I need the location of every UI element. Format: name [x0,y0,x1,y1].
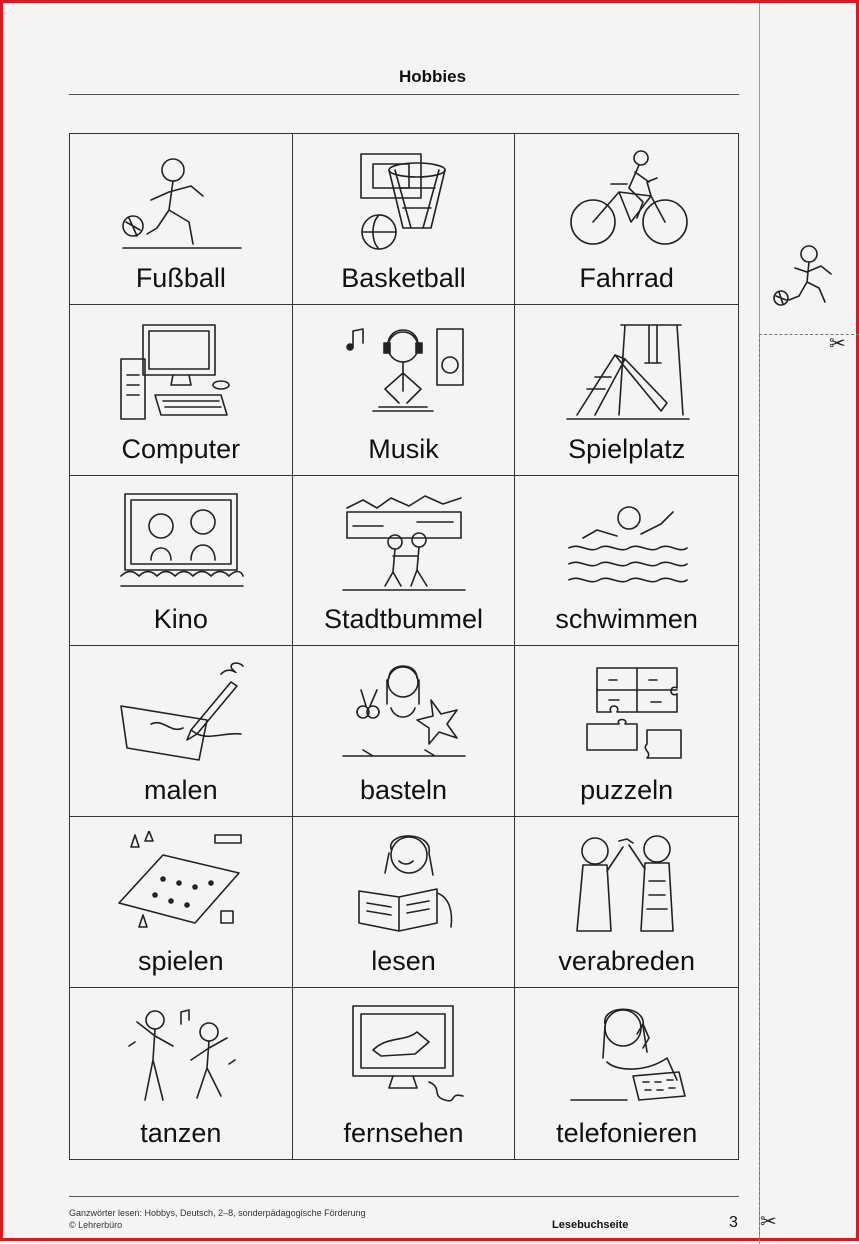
hobby-word: lesen [371,946,436,977]
hobby-card [70,476,293,647]
hobby-word: tanzen [140,1117,222,1148]
playground-icon [557,319,697,427]
telephone-icon [557,1002,697,1110]
crafting-icon [333,660,473,768]
hobby-card [515,305,738,476]
hobby-word: Musik [368,433,439,464]
soccer-icon [111,148,251,256]
hobby-word: schwimmen [555,604,698,635]
hobby-card-grid [69,133,739,1160]
basketball-icon [333,148,473,256]
hobby-card [293,476,516,647]
footer-source-line: Ganzwörter lesen: Hobbys, Deutsch, 2–8, sonderpädagogische Förderung [69,1208,366,1218]
hobby-word: fernsehen [343,1117,464,1148]
hobby-word: Spielplatz [568,433,686,464]
meeting-friends-icon [557,831,697,939]
soccer-icon [759,216,859,334]
painting-icon [111,660,251,768]
hobby-card [293,817,516,988]
hobby-word: basteln [359,775,448,806]
swimming-icon [557,490,697,598]
bicycle-icon [557,148,697,256]
dancing-icon [111,1002,251,1110]
footer-credits [69,1207,366,1231]
hobby-card [70,817,293,988]
music-icon [333,319,473,427]
hobby-card [70,134,293,305]
cut-tab [759,216,859,335]
footer-copyright: © Lehrerbüro [69,1220,123,1230]
board-game-icon [111,831,251,939]
hobby-card [293,988,516,1159]
scissors-icon: ✂ [829,333,846,355]
hobby-card [70,305,293,476]
city-stroll-icon [333,490,473,598]
hobby-word: verabreden [558,946,695,977]
cinema-icon [111,490,251,598]
hobby-card [70,988,293,1159]
footer-divider [69,1196,739,1197]
puzzle-icon [557,660,697,768]
hobby-word: Computer [121,433,241,464]
hobby-card [515,476,738,647]
hobby-card [515,817,738,988]
hobby-word: Stadtbummel [323,604,484,635]
reading-icon [333,831,473,939]
computer-icon [111,319,251,427]
hobby-word: Kino [153,604,208,635]
page-number: 3 [729,1214,738,1231]
cut-line [759,334,760,1240]
hobby-word: Fahrrad [579,262,674,293]
hobby-card [515,134,738,305]
hobby-card [293,134,516,305]
hobby-card [293,646,516,817]
hobby-word: Fußball [135,262,226,293]
page-title: Hobbies [398,67,467,86]
hobby-card [70,646,293,817]
hobby-word: telefonieren [556,1117,698,1148]
hobby-card [293,305,516,476]
hobby-word: Basketball [341,262,466,293]
footer-label: Lesebuchseite [552,1219,629,1231]
hobby-card [515,988,738,1159]
hobby-word: spielen [138,946,224,977]
scissors-icon: ✂ [760,1211,777,1233]
title-divider [69,94,739,95]
hobby-word: malen [144,775,218,806]
hobby-card [515,646,738,817]
television-icon [333,1002,473,1110]
hobby-word: puzzeln [580,775,674,806]
